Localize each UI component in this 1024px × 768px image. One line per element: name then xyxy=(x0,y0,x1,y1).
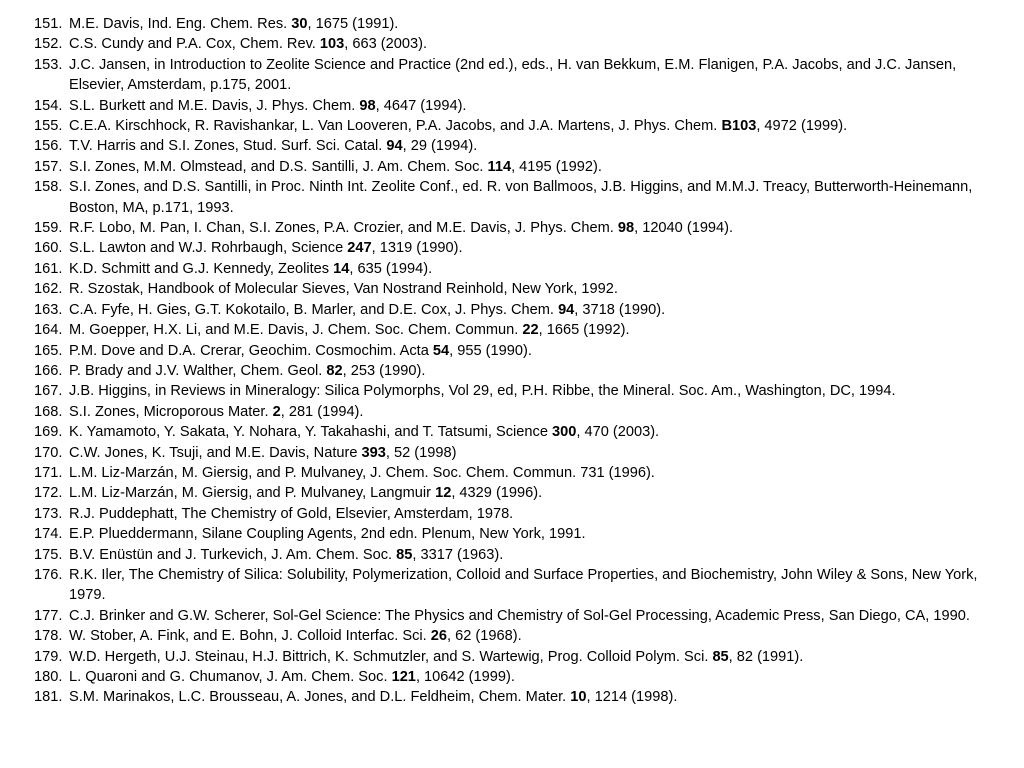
reference-pages-year: , 82 (1991). xyxy=(728,648,804,665)
reference-text: S.I. Zones, and D.S. Santilli, in Proc. Ninth Int. Zeolite Conf., ed. R. von Ballmoos, J.B. Higgins, and M.M.J. Treacy, Butterworth-Heinemann, Boston, MA, p.171, 1993. xyxy=(69,179,973,216)
reference-text: W.D. Hergeth, U.J. Steinau, H.J. Bittrich, K. Schmutzler, and S. Wartewig, Prog. Colloid Polym. Sci. xyxy=(69,648,709,665)
reference-volume: 98 xyxy=(617,220,635,237)
reference-number: 164. xyxy=(34,322,63,339)
reference-number: 153. xyxy=(34,56,63,73)
reference-volume: 94 xyxy=(558,301,575,318)
reference-number: 154. xyxy=(34,97,63,114)
reference-number: 175. xyxy=(34,546,63,563)
reference-number: 181. xyxy=(34,689,63,706)
reference-text: S.L. Burkett and M.E. Davis, J. Phys. Chem. xyxy=(69,97,356,114)
reference-text: L.M. Liz-Marzán, M. Giersig, and P. Mulvaney, J. Chem. Soc. Chem. Commun. 731 (1996). xyxy=(69,464,655,481)
reference-pages-year: , 4195 (1992). xyxy=(511,158,602,175)
reference-text: S.M. Marinakos, L.C. Brousseau, A. Jones, and D.L. Feldheim, Chem. Mater. xyxy=(69,689,567,706)
reference-volume: 98 xyxy=(359,97,376,114)
reference-volume: 85 xyxy=(396,546,413,563)
reference-text: W. Stober, A. Fink, and E. Bohn, J. Colloid Interfac. Sci. xyxy=(69,628,427,645)
reference-volume: 14 xyxy=(333,260,350,277)
reference-text: K.D. Schmitt and G.J. Kennedy, Zeolites xyxy=(69,260,330,277)
reference-item xyxy=(34,667,1004,687)
reference-pages-year: , 470 (2003). xyxy=(576,424,660,441)
reference-number: 162. xyxy=(34,281,63,298)
reference-text: P.M. Dove and D.A. Crerar, Geochim. Cosmochim. Acta xyxy=(69,342,429,359)
reference-pages-year: , 1675 (1991). xyxy=(307,16,399,32)
reference-pages-year: , 4329 (1996). xyxy=(451,485,543,502)
reference-volume: 247 xyxy=(347,240,372,257)
reference-volume: 82 xyxy=(326,362,343,379)
reference-number: 160. xyxy=(34,240,63,257)
reference-volume: 103 xyxy=(319,36,345,53)
reference-number: 155. xyxy=(34,118,63,135)
reference-list xyxy=(34,14,1004,708)
reference-pages-year: , 52 (1998) xyxy=(385,444,457,461)
reference-pages-year: , 663 (2003). xyxy=(344,36,428,53)
reference-number: 151. xyxy=(34,16,63,32)
reference-pages-year: , 62 (1968). xyxy=(447,628,522,645)
reference-text: K. Yamamoto, Y. Sakata, Y. Nohara, Y. Takahashi, and T. Tatsumi, Science xyxy=(69,424,548,441)
reference-pages-year: , 10642 (1999). xyxy=(415,669,515,685)
reference-volume: 26 xyxy=(430,628,448,645)
reference-number: 157. xyxy=(34,158,63,175)
reference-number: 167. xyxy=(34,383,63,400)
reference-text: T.V. Harris and S.I. Zones, Stud. Surf. Sci. Catal. xyxy=(69,138,383,155)
reference-number: 173. xyxy=(34,505,63,522)
reference-number: 169. xyxy=(34,424,63,441)
reference-text: R.F. Lobo, M. Pan, I. Chan, S.I. Zones, P.A. Crozier, and M.E. Davis, J. Phys. Chem. xyxy=(69,220,614,237)
reference-item xyxy=(34,218,1004,238)
reference-number: 152. xyxy=(34,36,63,53)
reference-item xyxy=(34,136,1004,156)
reference-text: E.P. Plueddermann, Silane Coupling Agents, 2nd edn. Plenum, New York, 1991. xyxy=(69,526,586,543)
reference-item xyxy=(34,14,1004,34)
reference-pages-year: , 253 (1990). xyxy=(342,362,426,379)
reference-text: J.B. Higgins, in Reviews in Mineralogy: Silica Polymorphs, Vol 29, ed, P.H. Ribbe, the Mineral. Soc. Am., Washington, DC, 1994. xyxy=(69,383,896,400)
reference-text: P. Brady and J.V. Walther, Chem. Geol. xyxy=(69,362,323,379)
reference-number: 180. xyxy=(34,669,63,685)
reference-pages-year: , 281 (1994). xyxy=(280,403,364,420)
reference-item xyxy=(34,300,1004,320)
reference-text: L. Quaroni and G. Chumanov, J. Am. Chem. Soc. xyxy=(69,669,388,685)
reference-number: 177. xyxy=(34,607,63,624)
reference-item xyxy=(34,402,1004,422)
reference-number: 166. xyxy=(34,362,63,379)
reference-number: 163. xyxy=(34,301,63,318)
reference-number: 159. xyxy=(34,220,63,237)
reference-pages-year: , 635 (1994). xyxy=(349,260,433,277)
reference-text: L.M. Liz-Marzán, M. Giersig, and P. Mulvaney, Langmuir xyxy=(69,485,432,502)
reference-volume: 300 xyxy=(552,424,577,441)
reference-number: 179. xyxy=(34,648,63,665)
reference-item xyxy=(34,341,1004,361)
reference-volume: B103 xyxy=(721,118,757,135)
reference-item xyxy=(34,422,1004,442)
reference-pages-year: , 1665 (1992). xyxy=(538,322,630,339)
reference-number: 165. xyxy=(34,342,63,359)
reference-text: R.K. Iler, The Chemistry of Silica: Solubility, Polymerization, Colloid and Surface Properties, and Biochemistry, John Wiley & Sons, New York, 1979. xyxy=(69,566,978,604)
reference-item xyxy=(34,524,1004,544)
reference-item xyxy=(34,361,1004,381)
reference-item xyxy=(34,279,1004,299)
reference-pages-year: , 4647 (1994). xyxy=(375,97,467,114)
reference-volume: 393 xyxy=(361,444,386,461)
reference-item xyxy=(34,606,1004,626)
reference-item xyxy=(34,34,1004,54)
reference-item xyxy=(34,443,1004,463)
reference-pages-year: , 29 (1994). xyxy=(402,138,478,155)
reference-number: 176. xyxy=(34,566,63,583)
reference-pages-year: , 3718 (1990). xyxy=(574,301,666,318)
reference-pages-year: , 4972 (1999). xyxy=(756,118,848,135)
reference-number: 178. xyxy=(34,628,63,645)
reference-text: J.C. Jansen, in Introduction to Zeolite Science and Practice (2nd ed.), eds., H. van Bekkum, E.M. Flanigen, P.A. Jacobs, and J.C. Jansen, Elsevier, Amsterdam, p.175, 2001. xyxy=(69,56,957,94)
reference-volume: 22 xyxy=(522,322,539,339)
reference-item xyxy=(34,259,1004,279)
reference-item xyxy=(34,96,1004,116)
reference-number: 171. xyxy=(34,464,63,481)
reference-text: R. Szostak, Handbook of Molecular Sieves, Van Nostrand Reinhold, New York, 1992. xyxy=(69,281,618,298)
reference-item xyxy=(34,545,1004,565)
reference-text: B.V. Enüstün and J. Turkevich, J. Am. Chem. Soc. xyxy=(69,546,393,563)
reference-text: S.I. Zones, Microporous Mater. xyxy=(69,403,269,420)
reference-number: 174. xyxy=(34,526,63,543)
reference-item xyxy=(34,238,1004,258)
reference-pages-year: , 1214 (1998). xyxy=(586,689,678,706)
reference-text: C.A. Fyfe, H. Gies, G.T. Kokotailo, B. Marler, and D.E. Cox, J. Phys. Chem. xyxy=(69,301,554,318)
reference-text: C.W. Jones, K. Tsuji, and M.E. Davis, Nature xyxy=(69,444,358,461)
reference-number: 172. xyxy=(34,485,63,502)
reference-text: S.L. Lawton and W.J. Rohrbaugh, Science xyxy=(69,240,344,257)
reference-volume: 2 xyxy=(272,403,281,420)
reference-item xyxy=(34,381,1004,401)
reference-volume: 54 xyxy=(432,342,450,359)
reference-number: 168. xyxy=(34,403,63,420)
reference-text: M. Goepper, H.X. Li, and M.E. Davis, J. Chem. Soc. Chem. Commun. xyxy=(69,322,519,339)
reference-text: S.I. Zones, M.M. Olmstead, and D.S. Santilli, J. Am. Chem. Soc. xyxy=(69,158,484,175)
reference-volume: 85 xyxy=(712,648,729,665)
reference-number: 158. xyxy=(34,179,63,196)
reference-pages-year: , 3317 (1963). xyxy=(412,546,504,563)
reference-volume: 10 xyxy=(570,689,587,706)
reference-item xyxy=(34,177,1004,218)
reference-volume: 12 xyxy=(435,485,452,502)
reference-text: C.E.A. Kirschhock, R. Ravishankar, L. Van Looveren, P.A. Jacobs, and J.A. Martens, J. Phys. Chem. xyxy=(69,118,718,135)
reference-item xyxy=(34,504,1004,524)
reference-item xyxy=(34,483,1004,503)
reference-volume: 121 xyxy=(391,669,416,685)
reference-item xyxy=(34,687,1004,707)
reference-item xyxy=(34,626,1004,646)
reference-item xyxy=(34,463,1004,483)
reference-item xyxy=(34,157,1004,177)
reference-text: M.E. Davis, Ind. Eng. Chem. Res. xyxy=(69,16,288,32)
reference-volume: 30 xyxy=(291,16,308,32)
reference-volume: 94 xyxy=(386,138,403,155)
reference-text: C.J. Brinker and G.W. Scherer, Sol-Gel Science: The Physics and Chemistry of Sol-Gel Processing, Academic Press, San Diego, CA, 1990. xyxy=(69,607,970,624)
reference-item xyxy=(34,55,1004,96)
reference-text: R.J. Puddephatt, The Chemistry of Gold, Elsevier, Amsterdam, 1978. xyxy=(69,505,514,522)
reference-text: C.S. Cundy and P.A. Cox, Chem. Rev. xyxy=(69,36,316,53)
reference-number: 156. xyxy=(34,138,63,155)
reference-number: 170. xyxy=(34,444,63,461)
reference-pages-year: , 1319 (1990). xyxy=(371,240,463,257)
reference-item xyxy=(34,116,1004,136)
reference-number: 161. xyxy=(34,260,63,277)
reference-item xyxy=(34,320,1004,340)
reference-pages-year: , 955 (1990). xyxy=(449,342,532,359)
reference-volume: 114 xyxy=(487,158,512,175)
reference-pages-year: , 12040 (1994). xyxy=(634,220,734,237)
reference-item xyxy=(34,647,1004,667)
reference-item xyxy=(34,565,1004,606)
